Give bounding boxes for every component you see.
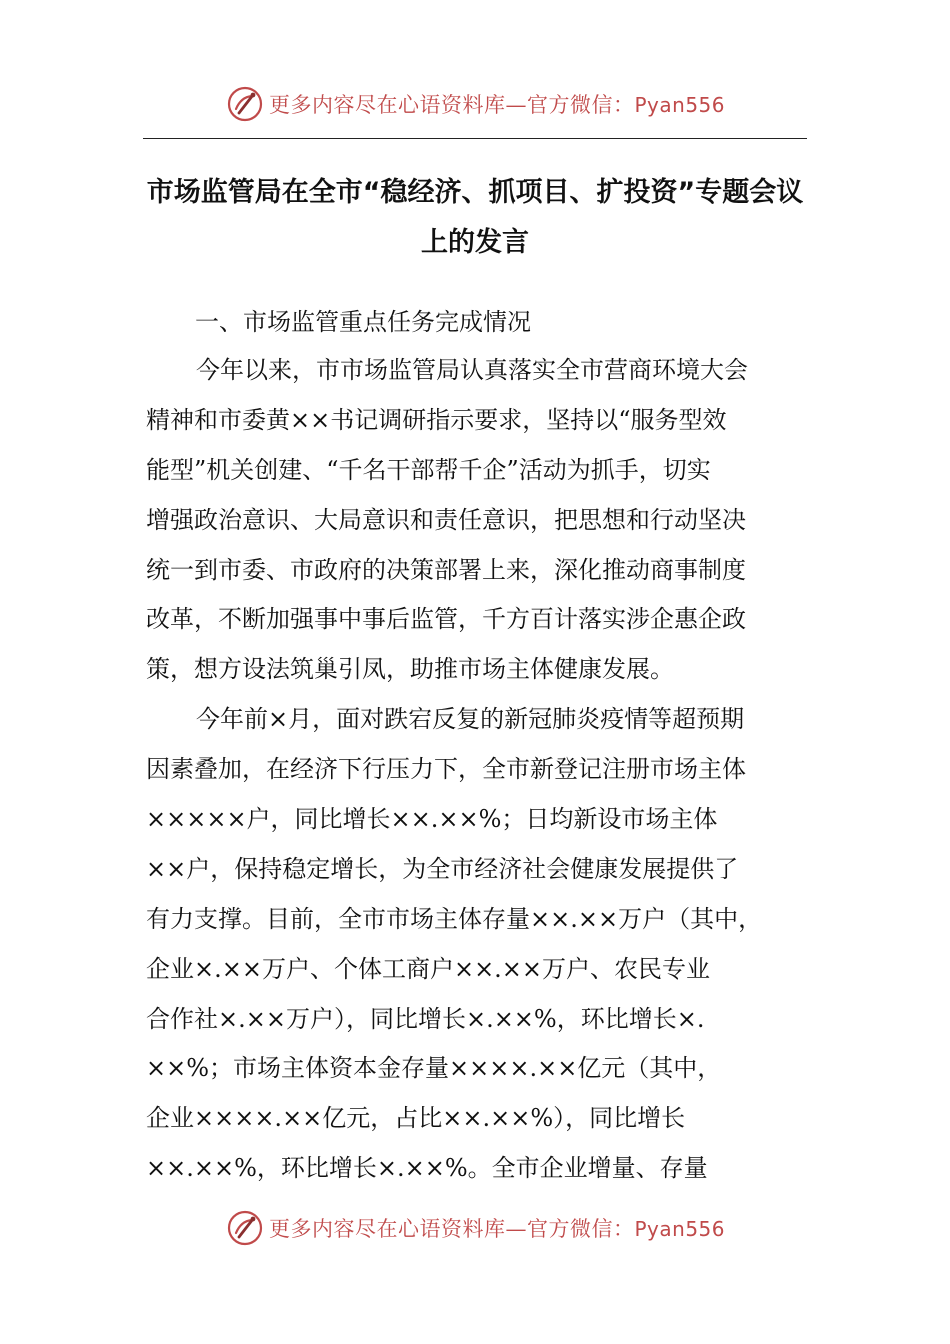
document-title: [143, 168, 807, 268]
watermark-text: [269, 1213, 725, 1243]
paragraph-line: 今年以来，市市场监管局认真落实全市营商环境大会: [196, 356, 748, 384]
watermark-logo-icon: [225, 1208, 265, 1248]
watermark-wechat-id: Pyan556: [634, 93, 725, 117]
paragraph-line: ××户，保持稳定增长，为全市经济社会健康发展提供了: [146, 854, 739, 883]
footer-watermark-banner: [0, 1208, 950, 1248]
paragraph-line: 增强政治意识、大局意识和责任意识，把思想和行动坚决: [146, 505, 746, 534]
watermark-logo-icon: [225, 84, 265, 124]
paragraph-line: ××.××%，环比增长×.××%。全市企业增量、存量: [146, 1154, 708, 1183]
header-watermark-banner: [0, 84, 950, 124]
title-line-1: 市场监管局在全市“稳经济、抓项目、扩投资”专题会议: [146, 177, 804, 208]
watermark-text: [269, 89, 725, 119]
paragraph-line: 策，想方设法筑巢引凤，助推市场主体健康发展。: [146, 655, 674, 684]
paragraph-line: 因素叠加，在经济下行压力下，全市新登记注册市场主体: [146, 755, 746, 784]
paragraph-line: 改革，不断加强事中事后监管，千方百计落实涉企惠企政: [146, 605, 746, 634]
paragraph-line: 合作社×.××万户），同比增长×.××%，环比增长×.: [146, 1004, 705, 1033]
paragraph-line: 精神和市委黄××书记调研指示要求，坚持以“服务型效: [146, 405, 727, 434]
paragraph-line: ××%；市场主体资本金存量××××.××亿元（其中，: [146, 1054, 722, 1083]
header-divider: [143, 138, 807, 139]
title-line-2: 上的发言: [421, 227, 529, 258]
section-heading: 一、市场监管重点任务完成情况: [195, 308, 531, 336]
paragraph-line: 能型”机关创建、“千名干部帮千企”活动为抓手，切实: [146, 455, 711, 484]
watermark-text-cn: 更多内容尽在心语资料库—官方微信：: [268, 1217, 635, 1241]
paragraph-line: 企业×.××万户、个体工商户××.××万户、农民专业: [146, 954, 711, 983]
watermark-text-cn: 更多内容尽在心语资料库—官方微信：: [268, 93, 635, 117]
watermark-wechat-id: Pyan556: [634, 1217, 725, 1241]
document-body: [146, 346, 810, 1194]
paragraph-line: ×××××户，同比增长××.××%；日均新设市场主体: [146, 805, 718, 834]
paragraph-line: 企业××××.××亿元，占比××.××%），同比增长: [146, 1104, 686, 1133]
paragraph-line: 统一到市委、市政府的决策部署上来，深化推动商事制度: [146, 555, 746, 584]
paragraph-line: 有力支撑。目前，全市市场主体存量××.××万户（其中，: [146, 904, 763, 933]
paragraph-line: 今年前×月，面对跌宕反复的新冠肺炎疫情等超预期: [196, 705, 745, 734]
